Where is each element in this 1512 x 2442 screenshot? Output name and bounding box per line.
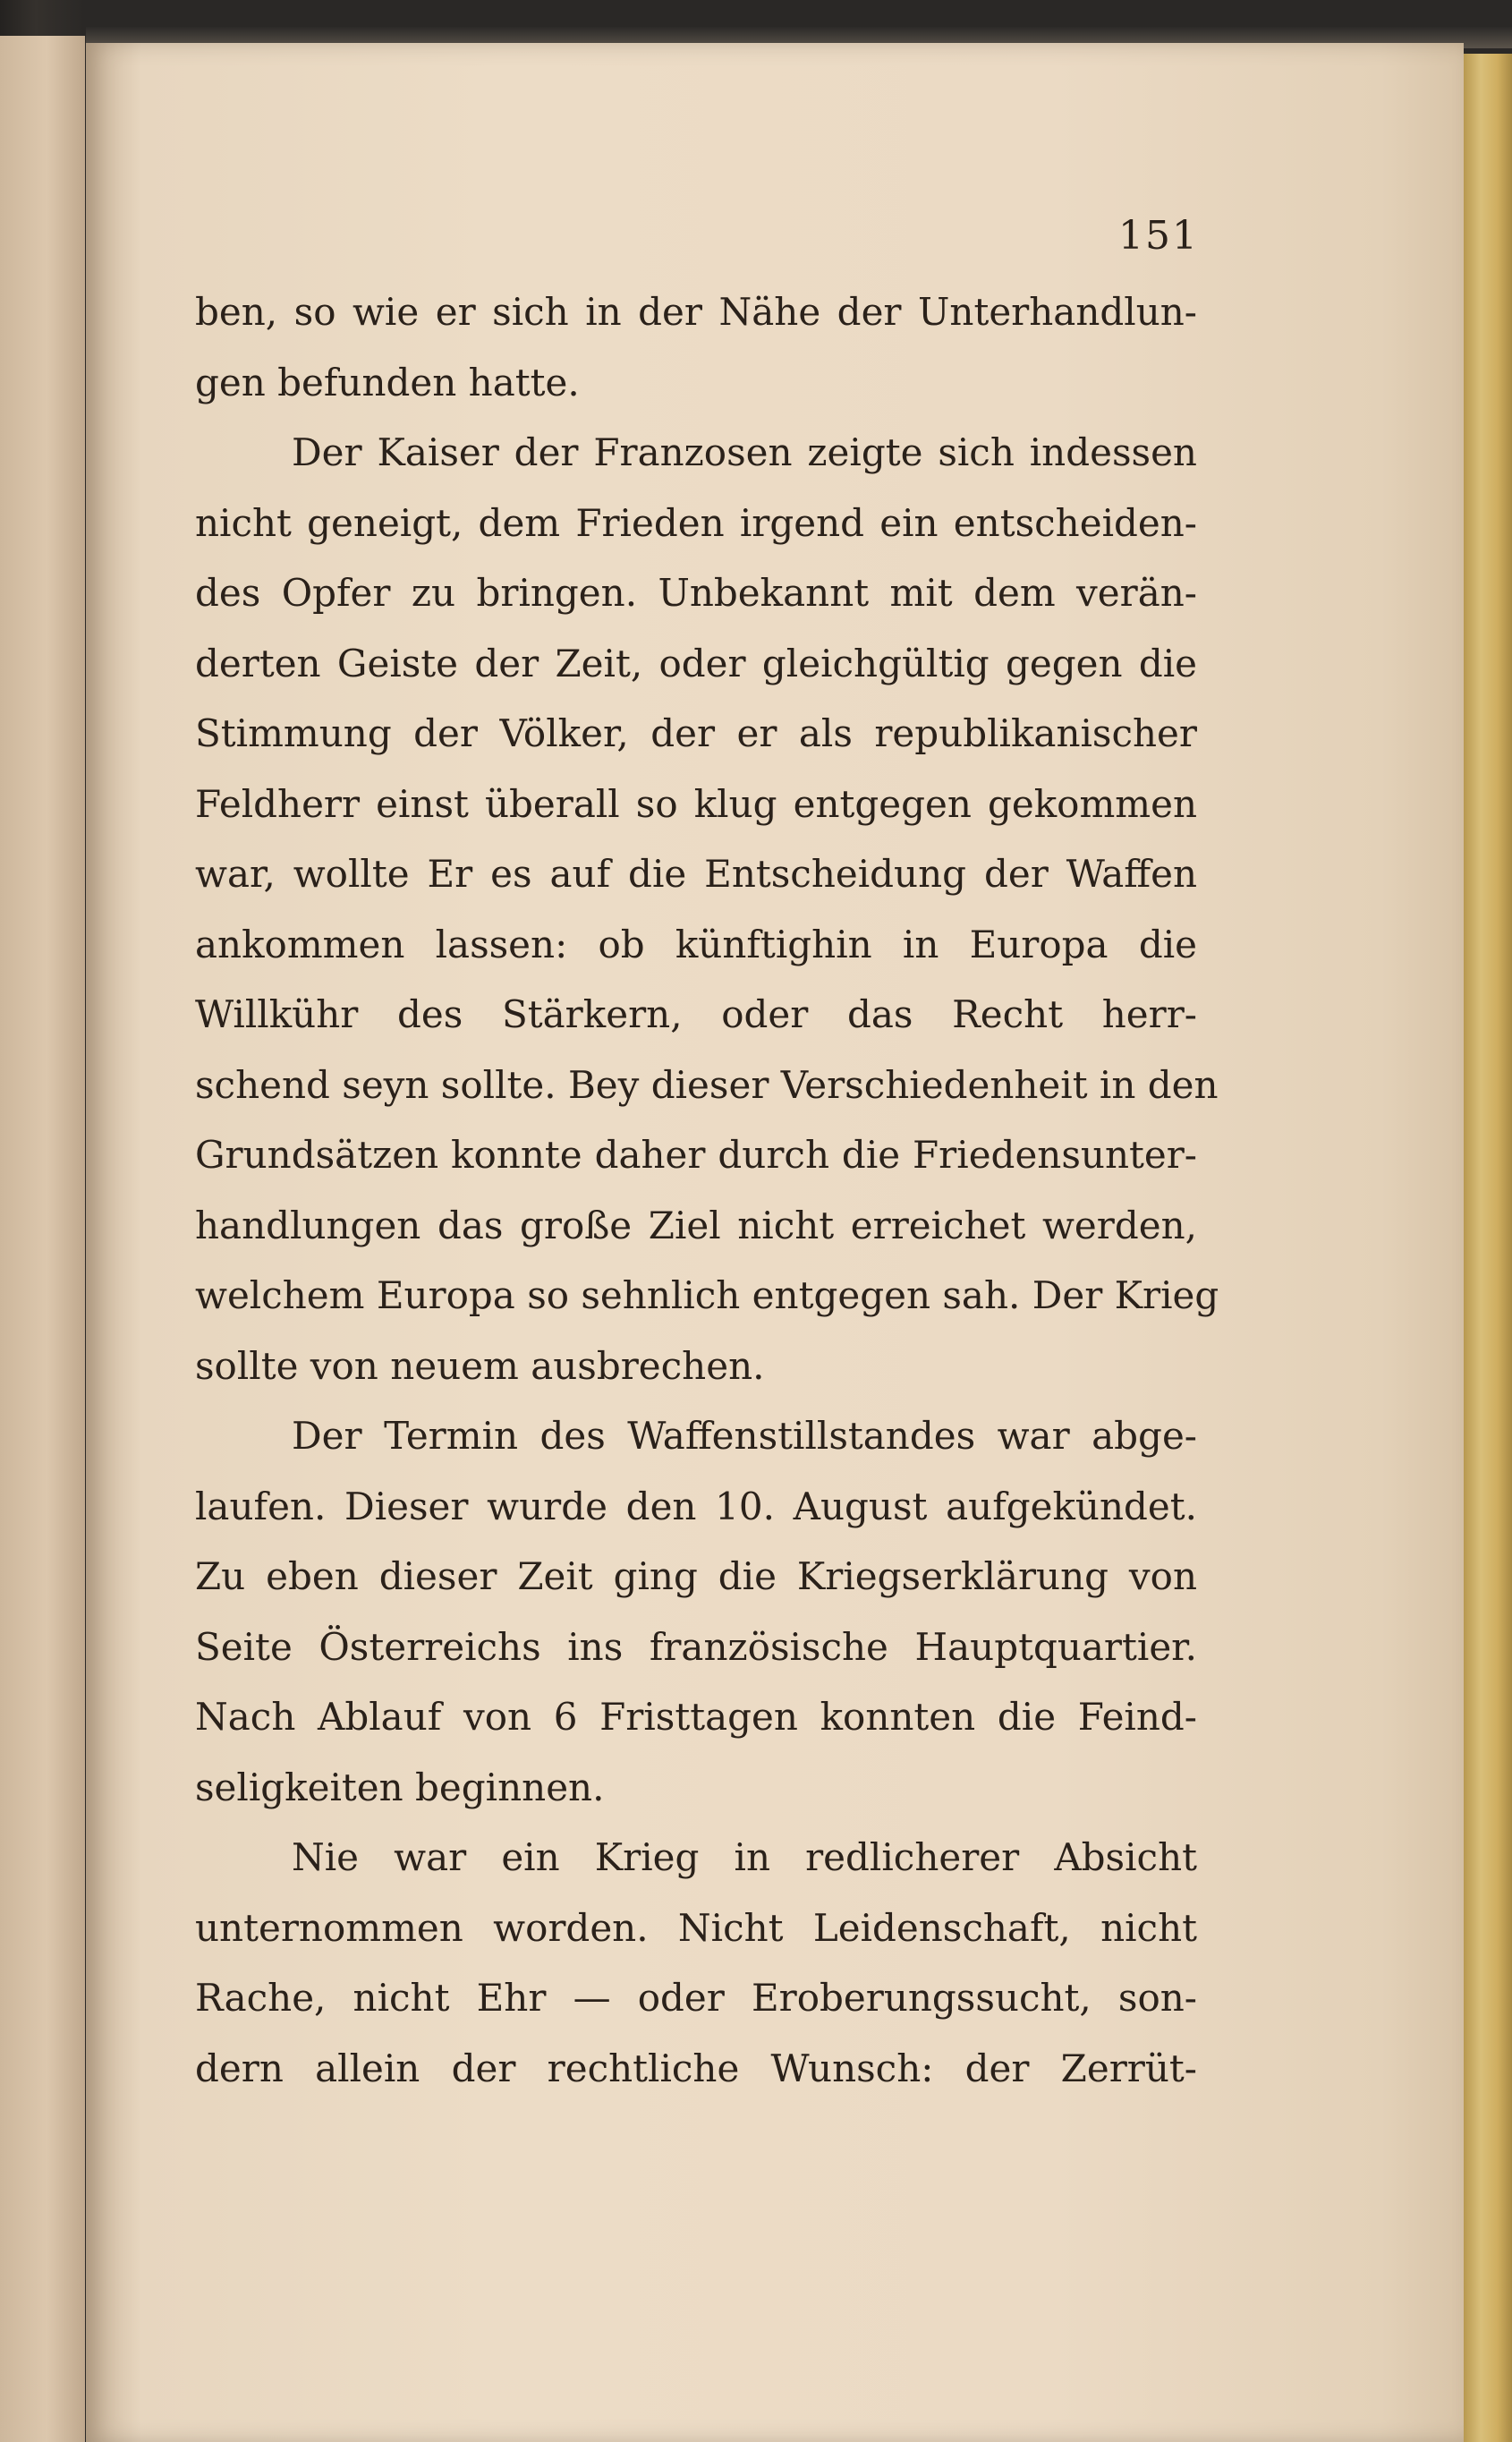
text-line: laufen. Dieser wurde den 10. August aufgekündet.: [195, 1484, 1197, 1528]
text-line: Seite Österreichs ins französische Hauptquartier.: [195, 1624, 1197, 1669]
text-line: handlungen das große Ziel nicht erreichet werden,: [195, 1203, 1197, 1247]
text-line: Grundsätzen konnte daher durch die Friedensunter-: [195, 1133, 1197, 1177]
text-line: sollte von neuem ausbrechen.: [195, 1343, 765, 1388]
page-body-text: [195, 277, 1219, 2104]
text-line: Rache, nicht Ehr — oder Eroberungssucht, son-: [195, 1976, 1197, 2020]
text-line: Stimmung der Völker, der er als republikanischer: [195, 711, 1197, 755]
gilded-page-edge: [1464, 54, 1512, 2442]
text-line: seligkeiten beginnen.: [195, 1765, 605, 1809]
text-line: unternommen worden. Nicht Leidenschaft, nicht: [195, 1905, 1197, 1950]
paragraph-start-line: Der Termin des Waffenstillstandes war abge-: [292, 1414, 1197, 1458]
previous-page-edge: [0, 36, 85, 2442]
page-number: 151: [1118, 213, 1199, 259]
text-line: ben, so wie er sich in der Nähe der Unterhandlun-: [195, 290, 1197, 334]
text-line: welchem Europa so sehnlich entgegen sah. Der Krieg: [195, 1273, 1219, 1317]
text-line: des Opfer zu bringen. Unbekannt mit dem verän-: [195, 571, 1197, 615]
text-line: Feldherr einst überall so klug entgegen gekommen: [195, 781, 1197, 826]
text-line: derten Geiste der Zeit, oder gleichgültig gegen die: [195, 641, 1197, 685]
text-line: schend seyn sollte. Bey dieser Verschiedenheit in den: [195, 1062, 1219, 1107]
paragraph-start-line: Nie war ein Krieg in redlicherer Absicht: [292, 1835, 1197, 1879]
text-line: dern allein der rechtliche Wunsch: der Zerrüt-: [195, 2046, 1197, 2090]
text-line: Willkühr des Stärkern, oder das Recht herr-: [195, 992, 1197, 1036]
text-line: Nach Ablauf von 6 Fristtagen konnten die Feind-: [195, 1695, 1197, 1739]
text-line: nicht geneigt, dem Frieden irgend ein entscheiden-: [195, 500, 1197, 545]
text-line: Zu eben dieser Zeit ging die Kriegserklärung von: [195, 1554, 1197, 1598]
text-line: ankommen lassen: ob künftighin in Europa die: [195, 922, 1197, 966]
paragraph-start-line: Der Kaiser der Franzosen zeigte sich indessen: [292, 430, 1197, 474]
text-line: war, wollte Er es auf die Entscheidung der Waffen: [195, 852, 1197, 896]
text-line: gen befunden hatte.: [195, 360, 580, 404]
